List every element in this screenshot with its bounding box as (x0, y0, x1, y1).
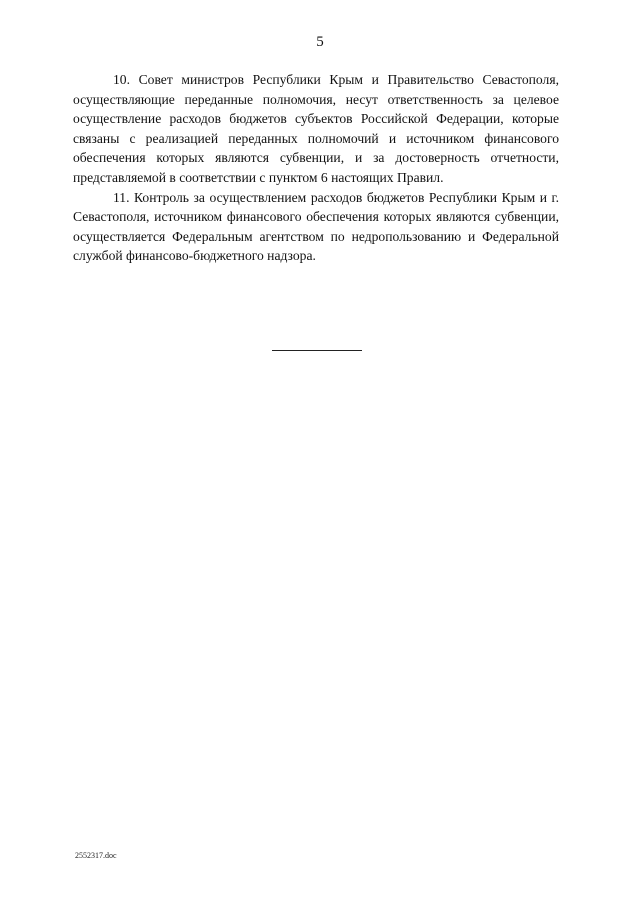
paragraph-11: 11. Контроль за осуществлением расходов бюджетов Республики Крым и г. Севастополя, источником финансового обеспечения которых являются субвенции, осуществляется Федеральным агентством по недропользованию и Федеральной службой финансово-бюджетного надзора. (73, 189, 559, 264)
document-file-code: 2552317.doc (75, 851, 117, 860)
paragraph-10: 10. Совет министров Республики Крым и Правительство Севастополя, осуществляющие переданные полномочия, несут ответственность за целевое осуществление расходов бюджетов субъектов Российской Федерации, которые связаны с реализацией переданных полномочий и источником финансового обеспечения которых являются субвенции, и за достоверность отчетности, представляемой в соответствии с пунктом 6 настоящих Правил. (73, 72, 559, 185)
document-body (73, 70, 559, 266)
closing-divider-line (272, 350, 362, 351)
page-number: 5 (316, 34, 324, 50)
